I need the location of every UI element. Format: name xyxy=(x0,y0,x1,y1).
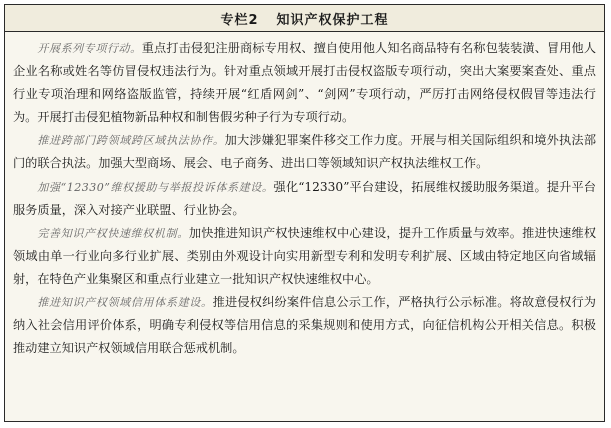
paragraph-body: 加快推进知识产权快速维权中心建设，提升工作质量与效率。推进快速维权领域由单一行业向多行业扩展、类别由外观设计向实用新型专利和发明专利扩展、区域由特定地区向省域辐射，在特色产业集聚区和重点行业建立一批知识产权快速维权中心。 xyxy=(13,225,596,286)
paragraph-lead: 完善知识产权快速维权机制。 xyxy=(37,226,189,240)
paragraph-lead: 加强“12330”维权援助与举报投诉体系建设。 xyxy=(37,180,274,194)
paragraph-series-actions xyxy=(13,37,596,129)
paragraph-body: 推进侵权纠纷案件信息公示工作，严格执行公示标准。将故意侵权行为纳入社会信用评价体系，明确专利侵权等信用信息的采集规则和使用方式，向征信机构公开相关信息。积极推动建立知识产权领域信用联合惩戒机制。 xyxy=(13,295,596,356)
paragraph-lead: 推进知识产权领域信用体系建设。 xyxy=(37,296,213,310)
paragraph-body: 重点打击侵犯注册商标专用权、擅自使用他人知名商品特有名称包装装潢、冒用他人企业名称或姓名等仿冒侵权违法行为。针对重点领域开展打击侵权盗版专项行动，突出大案要案查处、重点行业专项治理和网络盗版监管，持续开展“红盾网剑”、“剑网”专项行动，严厉打击网络侵权假冒等违法行为。开展打击侵犯植物新品种权和制售假劣种子行为专项行动。 xyxy=(13,41,597,125)
paragraph-body: 强化“12330”平台建设，拓展维权援助服务渠道。提升平台服务质量，深入对接产业联盟、行业协会。 xyxy=(13,179,596,217)
paragraph-lead: 开展系列专项行动。 xyxy=(37,42,142,55)
paragraph-body: 加大涉嫌犯罪案件移交工作力度。开展与相关国际组织和境外执法部门的联合执法。加强大型商场、展会、电子商务、进出口等领域知识产权执法维权工作。 xyxy=(13,133,597,171)
column-box xyxy=(4,4,605,422)
column-content xyxy=(5,32,604,360)
paragraph-enforcement-cooperation xyxy=(13,129,596,175)
paragraph-12330-platform xyxy=(13,176,596,222)
paragraph-lead: 推进跨部门跨领域跨区域执法协作。 xyxy=(37,134,225,148)
paragraph-rapid-protection xyxy=(13,222,596,291)
paragraph-credit-system xyxy=(13,291,596,360)
column-header xyxy=(5,5,604,32)
column-title: 知识产权保护工程 xyxy=(276,12,389,28)
column-number: 专栏2 xyxy=(220,12,259,28)
